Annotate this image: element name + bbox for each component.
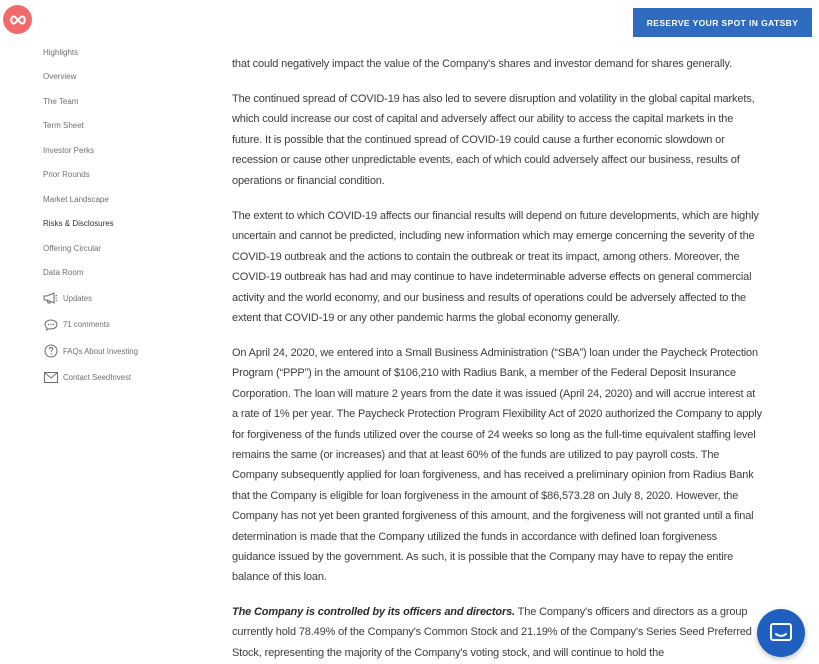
paragraph-covid-financial-results: The extent to which COVID-19 affects our financial results will depend on future developments, which are highly uncertain and cannot be predicted, including new information which may emerge concerning the severity of the COVID-19 outbreak and the actions to contain the outbreak or treat its impact, among others. Moreover, the COVID-19 outbreak has had and may continue to have indeterminable adverse effects on general commercial activity and the world economy, and our business and results of operations could be adversely affected to the extent that COVID-19 or any other pandemic harms the global economy generally.	[232, 210, 759, 325]
sidebar-item-faqs[interactable]	[43, 338, 203, 365]
chat-button[interactable]	[757, 609, 805, 657]
infinity-icon	[9, 15, 27, 25]
sidebar-item-offering-circular[interactable]: Offering Circular	[43, 243, 102, 253]
sidebar-item-label: FAQs About Investing	[63, 346, 138, 356]
reserve-spot-button[interactable]: RESERVE YOUR SPOT IN GATSBY	[633, 8, 812, 37]
paragraph-covid-shares-tail: that could negatively impact the value of the Company's shares and investor demand for shares generally.	[232, 58, 732, 70]
sidebar-item-label: Updates	[63, 293, 93, 303]
comment-icon	[43, 317, 58, 332]
sidebar-item-term-sheet[interactable]: Term Sheet	[43, 121, 84, 131]
sidebar-item-risks-disclosures[interactable]: Risks & Disclosures	[43, 219, 114, 229]
sidebar-item-contact[interactable]	[43, 365, 203, 392]
paragraph-control	[232, 602, 762, 663]
sidebar-item-data-room[interactable]: Data Room	[43, 268, 84, 278]
question-icon	[43, 344, 58, 359]
paragraph-body: The Company's officers and directors as a group currently hold 78.49% of the Company's Common Stock and 21.19% of the Company's Series Seed Preferred Stock, representing the majority of the Company's voting stock, and will continue to hold the	[232, 606, 752, 659]
envelope-icon	[43, 370, 58, 385]
sidebar-item-the-team[interactable]: The Team	[43, 96, 79, 106]
sidebar-item-updates[interactable]	[43, 285, 203, 312]
sidebar-item-market-landscape[interactable]: Market Landscape	[43, 194, 109, 204]
megaphone-icon	[43, 291, 58, 306]
paragraph-ppp-loan: On April 24, 2020, we entered into a Small Business Administration (“SBA”) loan under the Paycheck Protection Program (“PPP”) in the amount of $106,210 with Radius Bank, a member of the Federal Deposit Insurance Corporation. The loan will mature 2 years from the date it was issued (April 24, 2020) and will accrue interest at a rate of 1% per year. The Paycheck Protection Program Flexibility Act of 2020 authorized the Company to apply for forgiveness of the funds utilized over the course of 24 weeks so long as the full-time equivalent staffing level remains the same (or increases) and that at least 60% of the funds are utilized to pay payroll costs. The Company subsequently applied for loan forgiveness, and has received a preliminary opinion from Radius Bank that the Company is eligible for loan forgiveness in the amount of $86,573.28 on July 8, 2020. However, the Company has not yet been granted forgiveness of this amount, and the forgiveness will not granted until a final determination is made that the Company utilized the funds in accordance with defined loan forgiveness guidance issued by the government. As such, it is possible that the Company may have to repay the entire balance of this loan.	[232, 347, 762, 584]
sidebar-item-highlights[interactable]: Highlights	[43, 47, 79, 57]
top-bar	[0, 0, 819, 44]
sidebar-item-overview[interactable]: Overview	[43, 72, 77, 82]
sidebar-nav	[43, 40, 203, 391]
paragraph-covid-capital-markets: The continued spread of COVID-19 has also led to severe disruption and volatility in the global capital markets, which could increase our cost of capital and adversely affect our ability to access the capital markets in the future. It is possible that the continued spread of COVID-19 could cause a further economic slowdown or recession or cause other unpredictable events, each of which could adversely affect our business, results of operations or financial condition.	[232, 93, 755, 187]
logo[interactable]	[3, 5, 32, 34]
sidebar-item-comments[interactable]	[43, 312, 203, 339]
sidebar-item-label: Contact SeedInvest	[63, 373, 132, 383]
sidebar-item-label: 71 comments	[63, 320, 110, 330]
sidebar-item-investor-perks[interactable]: Investor Perks	[43, 145, 95, 155]
sidebar-item-prior-rounds[interactable]: Prior Rounds	[43, 170, 90, 180]
paragraph-lead: The Company is controlled by its officers and directors.	[232, 606, 515, 618]
chat-icon	[769, 622, 793, 644]
